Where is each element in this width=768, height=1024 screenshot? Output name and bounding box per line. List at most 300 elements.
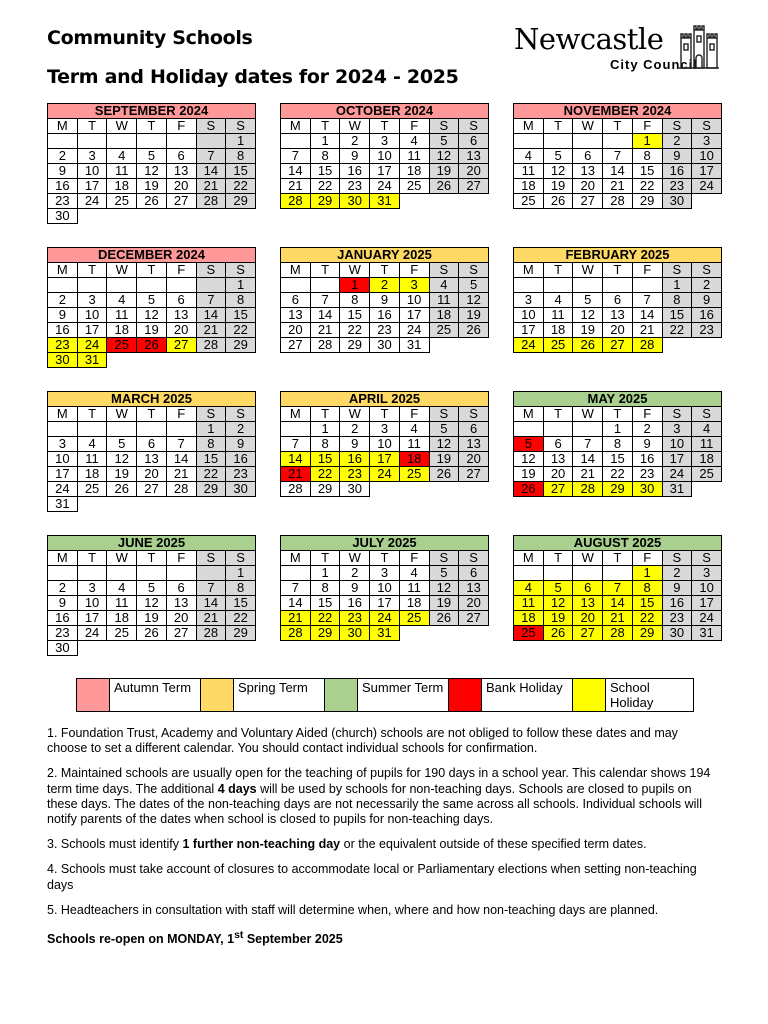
day-cell: 13: [573, 164, 603, 179]
weekday-label: T: [137, 119, 167, 134]
legend-label-bank-holiday: Bank Holiday: [486, 680, 563, 695]
day-cell: 22: [226, 323, 256, 338]
day-cell: 15: [226, 164, 256, 179]
day-cell: 27: [573, 194, 603, 209]
day-cell: 18: [692, 452, 722, 467]
day-cell: 21: [310, 323, 340, 338]
day-cell: 20: [459, 164, 489, 179]
day-cell: 19: [543, 179, 573, 194]
legend-item-spring: [201, 679, 325, 711]
day-cell: 3: [77, 293, 107, 308]
weekday-label: T: [77, 551, 107, 566]
day-cell: 23: [226, 467, 256, 482]
day-cell: 21: [603, 179, 633, 194]
day-cell: 22: [340, 323, 370, 338]
day-cell: 14: [196, 308, 226, 323]
day-cell: 27: [166, 194, 196, 209]
day-cell: 22: [310, 611, 340, 626]
month-january-2025: [280, 247, 489, 353]
day-cell: 30: [340, 194, 370, 209]
month-header: MAY 2025: [514, 392, 722, 407]
weekday-label: S: [459, 551, 489, 566]
weekday-label: T: [77, 119, 107, 134]
weekday-label: T: [543, 119, 573, 134]
empty-day: [107, 566, 137, 581]
empty-day: [603, 278, 633, 293]
day-cell: 3: [692, 134, 722, 149]
day-cell: 18: [77, 467, 107, 482]
day-cell: 27: [281, 338, 311, 353]
weekday-label: T: [137, 263, 167, 278]
day-cell: 25: [399, 179, 429, 194]
day-cell: 21: [603, 611, 633, 626]
weekday-label: F: [166, 551, 196, 566]
day-cell: 6: [166, 581, 196, 596]
day-cell: 20: [166, 323, 196, 338]
day-cell: 23: [662, 611, 692, 626]
day-cell: 12: [107, 452, 137, 467]
day-cell: 19: [543, 611, 573, 626]
day-cell: 21: [196, 179, 226, 194]
day-cell: 11: [429, 293, 459, 308]
reopen-notice: [47, 928, 719, 947]
day-cell: 20: [166, 179, 196, 194]
day-cell: 28: [281, 626, 311, 641]
weekday-label: T: [310, 263, 340, 278]
empty-day: [514, 566, 544, 581]
day-cell: 23: [632, 467, 662, 482]
day-cell: 19: [429, 596, 459, 611]
weekday-label: S: [429, 263, 459, 278]
day-cell: 14: [281, 596, 311, 611]
weekday-label: T: [310, 119, 340, 134]
day-cell: 16: [226, 452, 256, 467]
weekday-label: S: [196, 407, 226, 422]
weekday-label: W: [573, 551, 603, 566]
weekday-label: S: [196, 551, 226, 566]
day-cell: 13: [166, 164, 196, 179]
day-cell: 16: [340, 452, 370, 467]
day-cell: 20: [543, 467, 573, 482]
day-cell: 26: [107, 482, 137, 497]
day-cell: 26: [543, 194, 573, 209]
weekday-label: M: [48, 407, 78, 422]
legend-label-summer: Summer Term: [362, 680, 444, 695]
month-may-2025: [513, 391, 722, 497]
day-cell: 15: [340, 308, 370, 323]
month-july-2025: [280, 535, 489, 641]
day-cell: 31: [399, 338, 429, 353]
month-june-2025: [47, 535, 256, 656]
day-cell: 16: [340, 596, 370, 611]
weekday-label: F: [632, 263, 662, 278]
day-cell: 1: [632, 566, 662, 581]
legend-item-autumn: [77, 679, 201, 711]
day-cell: 28: [196, 626, 226, 641]
day-cell: 23: [48, 626, 78, 641]
day-cell: 28: [632, 338, 662, 353]
day-cell: 19: [429, 164, 459, 179]
weekday-label: W: [107, 119, 137, 134]
weekday-label: S: [429, 119, 459, 134]
day-cell: 25: [514, 194, 544, 209]
day-cell: 3: [370, 422, 400, 437]
empty-day: [48, 422, 78, 437]
day-cell: 26: [429, 611, 459, 626]
day-cell: 1: [310, 566, 340, 581]
day-cell: 29: [310, 626, 340, 641]
day-cell: 23: [340, 179, 370, 194]
empty-day: [632, 278, 662, 293]
legend: [76, 678, 694, 712]
weekday-label: W: [107, 551, 137, 566]
day-cell: 7: [196, 149, 226, 164]
weekday-label: S: [196, 119, 226, 134]
day-cell: 5: [543, 581, 573, 596]
castle-icon: [677, 24, 721, 72]
day-cell: 14: [166, 452, 196, 467]
legend-swatch-bank-holiday: [449, 679, 482, 711]
day-cell: 10: [77, 596, 107, 611]
page-title: Community Schools: [47, 27, 253, 49]
day-cell: 25: [399, 467, 429, 482]
weekday-label: F: [399, 551, 429, 566]
day-cell: 13: [166, 308, 196, 323]
day-cell: 21: [281, 179, 311, 194]
weekday-label: S: [692, 263, 722, 278]
day-cell: 6: [603, 293, 633, 308]
day-cell: 6: [573, 149, 603, 164]
day-cell: 6: [166, 293, 196, 308]
day-cell: 17: [48, 467, 78, 482]
day-cell: 22: [662, 323, 692, 338]
month-header: MARCH 2025: [48, 392, 256, 407]
day-cell: 11: [543, 308, 573, 323]
day-cell: 30: [340, 626, 370, 641]
empty-day: [166, 134, 196, 149]
day-cell: 30: [662, 194, 692, 209]
day-cell: 31: [370, 194, 400, 209]
day-cell: 30: [48, 353, 78, 368]
day-cell: 12: [573, 308, 603, 323]
note-1: 1. Foundation Trust, Academy and Voluntary Aided (church) schools are not obliged to follow these dates and may choose to set a different calendar. You should contact individual schools for confirmation.: [47, 726, 678, 756]
day-cell: 5: [137, 293, 167, 308]
day-cell: 23: [48, 338, 78, 353]
day-cell: 9: [662, 581, 692, 596]
day-cell: 27: [137, 482, 167, 497]
day-cell: 19: [137, 179, 167, 194]
day-cell: 23: [48, 194, 78, 209]
weekday-label: W: [573, 407, 603, 422]
day-cell: 27: [166, 626, 196, 641]
day-cell: 6: [573, 581, 603, 596]
day-cell: 19: [514, 467, 544, 482]
day-cell: 5: [543, 149, 573, 164]
weekday-label: S: [662, 551, 692, 566]
empty-day: [48, 278, 78, 293]
weekday-label: T: [310, 407, 340, 422]
day-cell: 8: [662, 293, 692, 308]
day-cell: 4: [543, 293, 573, 308]
weekday-label: T: [137, 551, 167, 566]
day-cell: 27: [166, 338, 196, 353]
day-cell: 2: [48, 581, 78, 596]
day-cell: 9: [340, 437, 370, 452]
weekday-label: M: [281, 263, 311, 278]
legend-label-autumn: Autumn Term: [114, 680, 192, 695]
day-cell: 23: [692, 323, 722, 338]
day-cell: 11: [399, 581, 429, 596]
day-cell: 28: [281, 194, 311, 209]
day-cell: 27: [459, 467, 489, 482]
day-cell: 12: [137, 308, 167, 323]
weekday-label: S: [226, 263, 256, 278]
month-header: DECEMBER 2024: [48, 248, 256, 263]
weekday-label: T: [603, 119, 633, 134]
day-cell: 2: [340, 134, 370, 149]
empty-day: [281, 566, 311, 581]
day-cell: 30: [226, 482, 256, 497]
weekday-label: W: [107, 407, 137, 422]
day-cell: 1: [226, 278, 256, 293]
day-cell: 8: [340, 293, 370, 308]
weekday-label: F: [166, 119, 196, 134]
day-cell: 24: [48, 482, 78, 497]
day-cell: 11: [107, 308, 137, 323]
day-cell: 18: [107, 611, 137, 626]
day-cell: 10: [77, 164, 107, 179]
day-cell: 26: [137, 626, 167, 641]
month-march-2025: [47, 391, 256, 512]
day-cell: 4: [514, 581, 544, 596]
day-cell: 1: [662, 278, 692, 293]
note-3-bold: 1 further non-teaching day: [182, 837, 341, 852]
day-cell: 8: [310, 149, 340, 164]
day-cell: 22: [632, 611, 662, 626]
weekday-label: T: [603, 551, 633, 566]
weekday-label: M: [514, 551, 544, 566]
day-cell: 11: [399, 437, 429, 452]
day-cell: 20: [281, 323, 311, 338]
day-cell: 8: [196, 437, 226, 452]
day-cell: 1: [226, 134, 256, 149]
weekday-label: F: [632, 551, 662, 566]
legend-item-school-holiday: [573, 679, 696, 711]
day-cell: 17: [514, 323, 544, 338]
weekday-label: M: [48, 551, 78, 566]
day-cell: 25: [692, 467, 722, 482]
weekday-label: M: [48, 263, 78, 278]
month-august-2025: [513, 535, 722, 641]
day-cell: 24: [692, 179, 722, 194]
day-cell: 30: [340, 482, 370, 497]
day-cell: 20: [459, 452, 489, 467]
weekday-label: M: [514, 407, 544, 422]
day-cell: 29: [196, 482, 226, 497]
weekday-label: M: [48, 119, 78, 134]
day-cell: 7: [196, 581, 226, 596]
month-december-2024: [47, 247, 256, 368]
day-cell: 22: [603, 467, 633, 482]
day-cell: 2: [340, 566, 370, 581]
day-cell: 25: [399, 611, 429, 626]
empty-day: [48, 566, 78, 581]
day-cell: 8: [226, 149, 256, 164]
empty-day: [48, 134, 78, 149]
day-cell: 5: [429, 134, 459, 149]
day-cell: 29: [310, 482, 340, 497]
day-cell: 14: [310, 308, 340, 323]
day-cell: 24: [370, 179, 400, 194]
month-november-2024: [513, 103, 722, 209]
weekday-label: F: [166, 407, 196, 422]
note-2-text-c: will be used by schools for non-teaching days. Schools are closed to pupils on these days. The dates of the non-teaching days are not necessarily the same across all schools. Individual schools will notify parents of the dates when school is closed to pupils for non-teaching days.: [47, 781, 702, 827]
weekday-label: T: [370, 407, 400, 422]
day-cell: 10: [370, 149, 400, 164]
month-header: JANUARY 2025: [281, 248, 489, 263]
empty-day: [543, 566, 573, 581]
day-cell: 3: [399, 278, 429, 293]
day-cell: 29: [226, 626, 256, 641]
day-cell: 7: [281, 581, 311, 596]
day-cell: 24: [370, 467, 400, 482]
day-cell: 15: [632, 164, 662, 179]
day-cell: 4: [107, 293, 137, 308]
legend-item-bank-holiday: [449, 679, 573, 711]
day-cell: 2: [370, 278, 400, 293]
day-cell: 26: [429, 467, 459, 482]
weekday-label: T: [370, 551, 400, 566]
month-april-2025: [280, 391, 489, 497]
empty-day: [77, 278, 107, 293]
day-cell: 4: [399, 134, 429, 149]
empty-day: [166, 278, 196, 293]
day-cell: 17: [370, 164, 400, 179]
day-cell: 16: [632, 452, 662, 467]
month-header: FEBRUARY 2025: [514, 248, 722, 263]
day-cell: 20: [137, 467, 167, 482]
day-cell: 30: [662, 626, 692, 641]
weekday-label: S: [692, 551, 722, 566]
day-cell: 15: [603, 452, 633, 467]
weekday-label: W: [340, 263, 370, 278]
day-cell: 28: [603, 194, 633, 209]
day-cell: 10: [77, 308, 107, 323]
day-cell: 19: [459, 308, 489, 323]
month-header: NOVEMBER 2024: [514, 104, 722, 119]
day-cell: 6: [281, 293, 311, 308]
note-3-text-c: or the equivalent outside of these specified term dates.: [340, 837, 647, 852]
weekday-label: S: [459, 119, 489, 134]
empty-day: [77, 566, 107, 581]
day-cell: 31: [77, 353, 107, 368]
empty-day: [107, 134, 137, 149]
day-cell: 15: [310, 164, 340, 179]
weekday-label: S: [226, 551, 256, 566]
day-cell: 24: [399, 323, 429, 338]
empty-day: [543, 134, 573, 149]
weekday-label: T: [543, 407, 573, 422]
day-cell: 22: [310, 179, 340, 194]
day-cell: 16: [370, 308, 400, 323]
month-header: AUGUST 2025: [514, 536, 722, 551]
day-cell: 12: [459, 293, 489, 308]
day-cell: 8: [632, 581, 662, 596]
day-cell: 13: [543, 452, 573, 467]
day-cell: 31: [662, 482, 692, 497]
day-cell: 19: [573, 323, 603, 338]
day-cell: 19: [429, 452, 459, 467]
day-cell: 28: [310, 338, 340, 353]
day-cell: 17: [370, 596, 400, 611]
day-cell: 13: [166, 596, 196, 611]
month-february-2025: [513, 247, 722, 353]
day-cell: 7: [310, 293, 340, 308]
day-cell: 1: [632, 134, 662, 149]
day-cell: 9: [340, 149, 370, 164]
day-cell: 14: [196, 164, 226, 179]
day-cell: 8: [226, 581, 256, 596]
weekday-label: T: [543, 263, 573, 278]
weekday-label: T: [310, 551, 340, 566]
day-cell: 8: [632, 149, 662, 164]
weekday-label: F: [166, 263, 196, 278]
day-cell: 21: [632, 323, 662, 338]
day-cell: 2: [692, 278, 722, 293]
day-cell: 7: [166, 437, 196, 452]
day-cell: 21: [281, 611, 311, 626]
day-cell: 1: [603, 422, 633, 437]
note-4: 4. Schools must take account of closures to accommodate local or Parliamentary elections when setting non-teaching days: [47, 862, 697, 892]
day-cell: 13: [603, 308, 633, 323]
day-cell: 21: [573, 467, 603, 482]
day-cell: 4: [107, 149, 137, 164]
day-cell: 21: [196, 323, 226, 338]
day-cell: 1: [196, 422, 226, 437]
weekday-label: F: [399, 263, 429, 278]
month-october-2024: [280, 103, 489, 209]
day-cell: 24: [692, 611, 722, 626]
day-cell: 26: [514, 482, 544, 497]
day-cell: 3: [77, 581, 107, 596]
day-cell: 1: [340, 278, 370, 293]
day-cell: 12: [514, 452, 544, 467]
empty-day: [166, 566, 196, 581]
day-cell: 13: [459, 581, 489, 596]
empty-day: [514, 134, 544, 149]
day-cell: 21: [196, 611, 226, 626]
empty-day: [543, 278, 573, 293]
day-cell: 25: [514, 626, 544, 641]
day-cell: 21: [166, 467, 196, 482]
day-cell: 22: [310, 467, 340, 482]
day-cell: 3: [514, 293, 544, 308]
note-2: [47, 766, 719, 827]
day-cell: 3: [692, 566, 722, 581]
empty-day: [137, 422, 167, 437]
day-cell: 26: [573, 338, 603, 353]
day-cell: 9: [692, 293, 722, 308]
empty-day: [137, 566, 167, 581]
day-cell: 30: [632, 482, 662, 497]
day-cell: 12: [543, 164, 573, 179]
legend-label-spring: Spring Term: [238, 680, 308, 695]
day-cell: 11: [107, 164, 137, 179]
empty-day: [281, 278, 311, 293]
weekday-label: W: [340, 119, 370, 134]
day-cell: 12: [137, 596, 167, 611]
note-3: [47, 837, 719, 852]
